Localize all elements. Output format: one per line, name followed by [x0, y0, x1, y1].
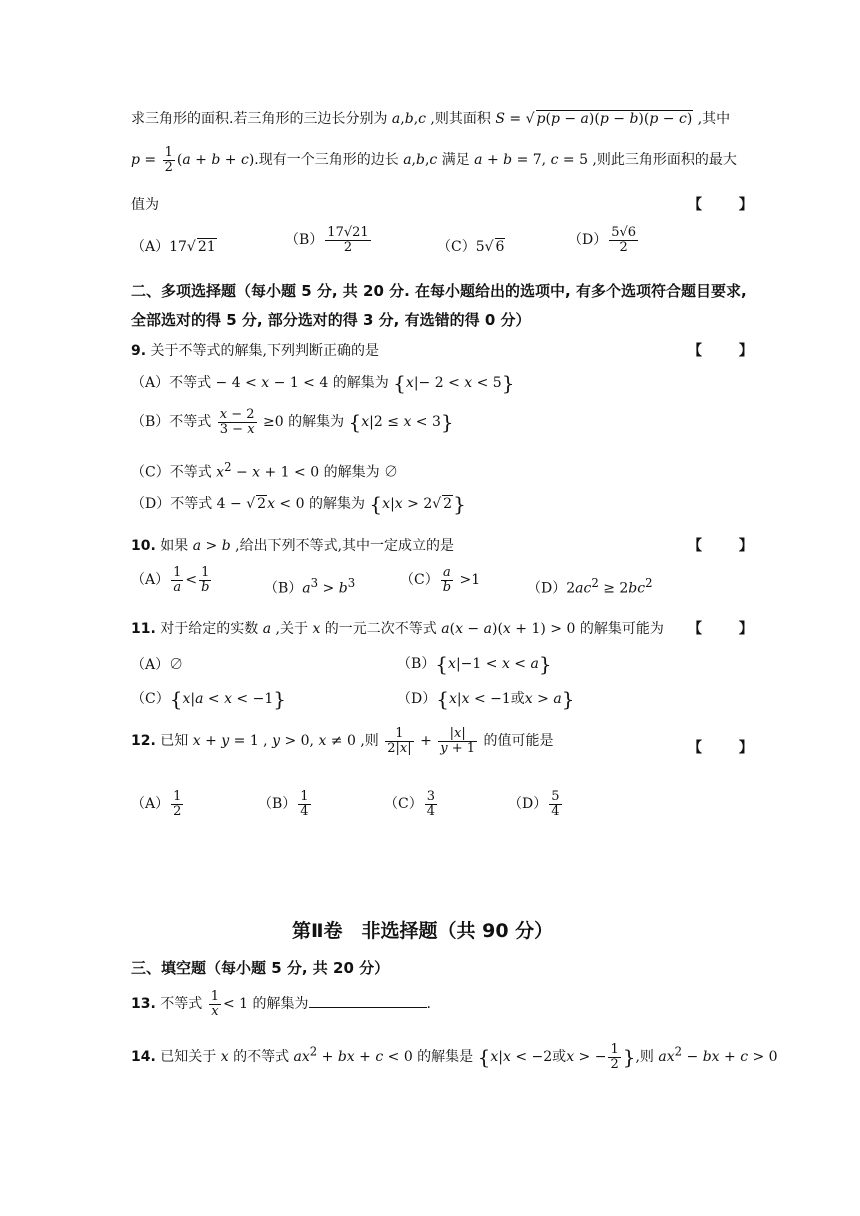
q9-stem: 9. 关于不等式的解集,下列判断正确的是	[131, 343, 379, 359]
q10-stem: 10. 如果 a > b ,给出下列不等式,其中一定成立的是	[131, 538, 455, 554]
q8-line2: p = $\frac{1}{2}$ (a + b + c).现有一个三角形的边长 a,b,c 满足 a + b = 7, c = 5 ,则此三角形面积的最大	[131, 145, 737, 175]
q10-option-a: （A） $\frac{1}{a}$ < $\frac{1}{b}$	[131, 565, 210, 595]
q14-stem: 14. 已知关于 x 的不等式 $ax^2$ + bx + c < 0 的解集是 {x|x < −2或x > − $\frac{1}{2}$ },则 $ax^2$ − bx + c > 0	[131, 1042, 778, 1072]
q12-answer-bracket: 【 】	[688, 740, 769, 756]
q12-stem: 12. 已知 x + y = 1 , y > 0, x ≠ 0 ,则 $\frac{1}{2|x|}$ + $\frac{|x|}{y + 1}$ 的值可能是	[131, 726, 554, 756]
q8-option-a: （A）17√ 21	[131, 239, 216, 255]
q9-option-c: （C）不等式 $x^2 - x + 1 < 0$ 的解集为 ∅	[131, 460, 399, 481]
q10-option-d: $(D)2ac^2 \ge 2bc^2$	[527, 576, 653, 597]
q11-option-d: （D）{x|x < −1或x > a}	[397, 687, 575, 711]
section2-heading-line1: 二、多项选择题（每小题 5 分, 共 20 分. 在每小题给出的选项中, 有多个选项符合题目要求,	[131, 282, 747, 300]
q13-answer-blank[interactable]	[309, 995, 427, 1008]
section2-heading-line2: 全部选对的得 5 分, 部分选对的得 3 分, 有选错的得 0 分）	[131, 311, 531, 329]
q10-option-c: （C） $\frac{a}{b}$ >1	[400, 565, 481, 595]
q8-option-d: （D） $\frac{5√6}{2}$	[568, 225, 637, 255]
q8-answer-bracket: 【 】	[688, 197, 769, 213]
q9-option-d: （D）不等式 4 − √ 2x < 0 的解集为 {x|x > 2√ 2}	[131, 492, 466, 516]
q10-option-b: $(B)a^3 > b^3$	[264, 576, 356, 597]
q12-option-c: （C） $\frac{3}{4}$	[384, 789, 435, 819]
q9-answer-bracket: 【 】	[688, 343, 769, 359]
q12-option-a: （A） $\frac{1}{2}$	[131, 789, 182, 819]
q10-answer-bracket: 【 】	[688, 538, 769, 554]
q13-stem: 13. 不等式 $\frac{1}{x}$ < 1 的解集为 .	[131, 989, 431, 1019]
q8-line3: 值为	[131, 197, 159, 213]
section3-heading: 三、填空题（每小题 5 分, 共 20 分）	[131, 959, 390, 977]
q8-option-b: （B） $\frac{17√21}{2}$	[285, 225, 369, 255]
q11-option-c: （C）{x|a < x < −1}	[131, 687, 286, 711]
q8-option-c: （C）5√ 6	[437, 239, 505, 255]
q9-option-b: （B）不等式 $\frac{x - 2}{3 - x}$ ≥0 的解集为 {x|2 ≤ x < 3}	[131, 407, 454, 437]
part2-title: 第Ⅱ卷 非选择题（共 90 分）	[292, 920, 554, 942]
q11-option-b: （B）{x|−1 < x < a}	[397, 652, 552, 676]
q12-option-d: （D） $\frac{5}{4}$	[508, 789, 560, 819]
q9-option-a: （A）不等式 − 4 < x − 1 < 4 的解集为 {x|− 2 < x < 5}	[131, 371, 515, 395]
q12-option-b: （B） $\frac{1}{4}$	[258, 789, 309, 819]
q11-option-a: （A）∅	[131, 657, 184, 673]
q8-line1: 求三角形的面积.若三角形的三边长分别为 a,b,c ,则其面积 S = √ p(p − a)(p − b)(p − c) ,其中	[131, 111, 731, 127]
q11-answer-bracket: 【 】	[688, 621, 769, 637]
q11-stem: 11. 对于给定的实数 a ,关于 x 的一元二次不等式 a(x − a)(x + 1) > 0 的解集可能为	[131, 621, 664, 637]
